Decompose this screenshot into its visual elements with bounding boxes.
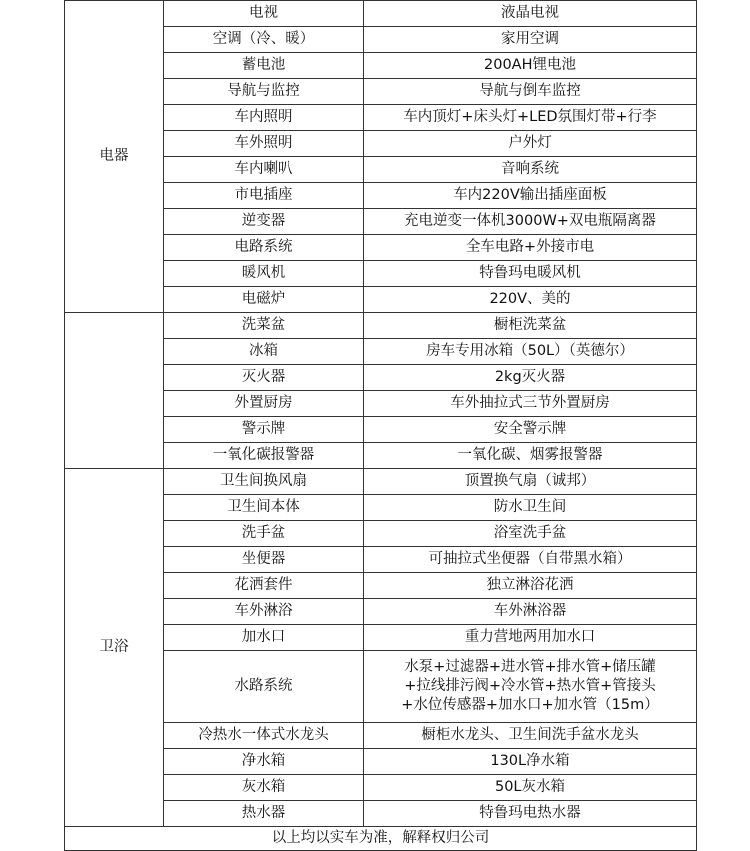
spec-cell: 顶置换气扇（诚邦）: [364, 469, 697, 495]
item-cell: 外置厨房: [164, 391, 364, 417]
spec-cell: 50L灰水箱: [364, 775, 697, 801]
spec-cell: 特鲁玛电暖风机: [364, 261, 697, 287]
item-cell: 空调（冷、暖）: [164, 27, 364, 53]
item-cell: 暖风机: [164, 261, 364, 287]
spec-cell: 130L净水箱: [364, 749, 697, 775]
spec-cell: 液晶电视: [364, 1, 697, 27]
item-cell: 电路系统: [164, 235, 364, 261]
item-cell: 灭火器: [164, 365, 364, 391]
item-cell: 热水器: [164, 801, 364, 827]
spec-cell: 家用空调: [364, 27, 697, 53]
spec-cell: 橱柜水龙头、卫生间洗手盆水龙头: [364, 723, 697, 749]
item-cell: 导航与监控: [164, 79, 364, 105]
spec-cell: 重力营地两用加水口: [364, 625, 697, 651]
spec-cell: 可抽拉式坐便器（自带黑水箱）: [364, 547, 697, 573]
spec-cell: 充电逆变一体机3000W+双电瓶隔离器: [364, 209, 697, 235]
spec-cell: 车内220V输出插座面板: [364, 183, 697, 209]
item-cell: 坐便器: [164, 547, 364, 573]
spec-line: +水位传感器+加水口+加水管（15m）: [401, 697, 659, 713]
footer-note: 以上均以实车为准，解释权归公司: [65, 827, 697, 851]
spec-table: [64, 0, 697, 851]
item-cell: 净水箱: [164, 749, 364, 775]
spec-cell: 220V、美的: [364, 287, 697, 313]
spec-line: +拉线排污阀+冷水管+热水管+管接头: [404, 678, 656, 694]
item-cell: 加水口: [164, 625, 364, 651]
spec-cell: 车内顶灯+床头灯+LED氛围灯带+行李: [364, 105, 697, 131]
spec-cell: 独立淋浴花洒: [364, 573, 697, 599]
spec-cell: 2kg灭火器: [364, 365, 697, 391]
item-cell: 车外淋浴: [164, 599, 364, 625]
item-cell: 电磁炉: [164, 287, 364, 313]
spec-cell: 浴室洗手盆: [364, 521, 697, 547]
item-cell: 花洒套件: [164, 573, 364, 599]
item-cell: 车内照明: [164, 105, 364, 131]
item-cell: 电视: [164, 1, 364, 27]
item-cell: 逆变器: [164, 209, 364, 235]
spec-cell: 200AH锂电池: [364, 53, 697, 79]
table-row: [65, 469, 697, 495]
item-cell: 市电插座: [164, 183, 364, 209]
spec-cell: 户外灯: [364, 131, 697, 157]
item-cell: 冰箱: [164, 339, 364, 365]
item-cell: 卫生间换风扇: [164, 469, 364, 495]
spec-cell: 橱柜洗菜盆: [364, 313, 697, 339]
item-cell: 洗手盆: [164, 521, 364, 547]
item-cell: 车内喇叭: [164, 157, 364, 183]
item-cell: 洗菜盆: [164, 313, 364, 339]
spec-table-body: [65, 1, 697, 851]
category-cell: 电器: [65, 1, 164, 313]
item-cell: 警示牌: [164, 417, 364, 443]
spec-cell: 全车电路+外接市电: [364, 235, 697, 261]
spec-cell: 特鲁玛电热水器: [364, 801, 697, 827]
spec-cell: 音响系统: [364, 157, 697, 183]
footer-row: [65, 827, 697, 851]
table-row: [65, 313, 697, 339]
spec-cell: [364, 651, 697, 723]
item-cell: 车外照明: [164, 131, 364, 157]
category-cell: 卫浴: [65, 469, 164, 827]
table-row: [65, 1, 697, 27]
spec-cell: 导航与倒车监控: [364, 79, 697, 105]
spec-cell: 一氧化碳、烟雾报警器: [364, 443, 697, 469]
spec-cell: 防水卫生间: [364, 495, 697, 521]
item-cell: 一氧化碳报警器: [164, 443, 364, 469]
item-cell: 灰水箱: [164, 775, 364, 801]
item-cell: 水路系统: [164, 651, 364, 723]
spec-cell: 车外淋浴器: [364, 599, 697, 625]
spec-line: 水泵+过滤器+进水管+排水管+储压罐: [404, 659, 656, 675]
spec-cell: 房车专用冰箱（50L）（英德尔）: [364, 339, 697, 365]
category-cell: [65, 313, 164, 469]
item-cell: 冷热水一体式水龙头: [164, 723, 364, 749]
spec-cell: 车外抽拉式三节外置厨房: [364, 391, 697, 417]
item-cell: 蓄电池: [164, 53, 364, 79]
spec-cell: 安全警示牌: [364, 417, 697, 443]
item-cell: 卫生间本体: [164, 495, 364, 521]
